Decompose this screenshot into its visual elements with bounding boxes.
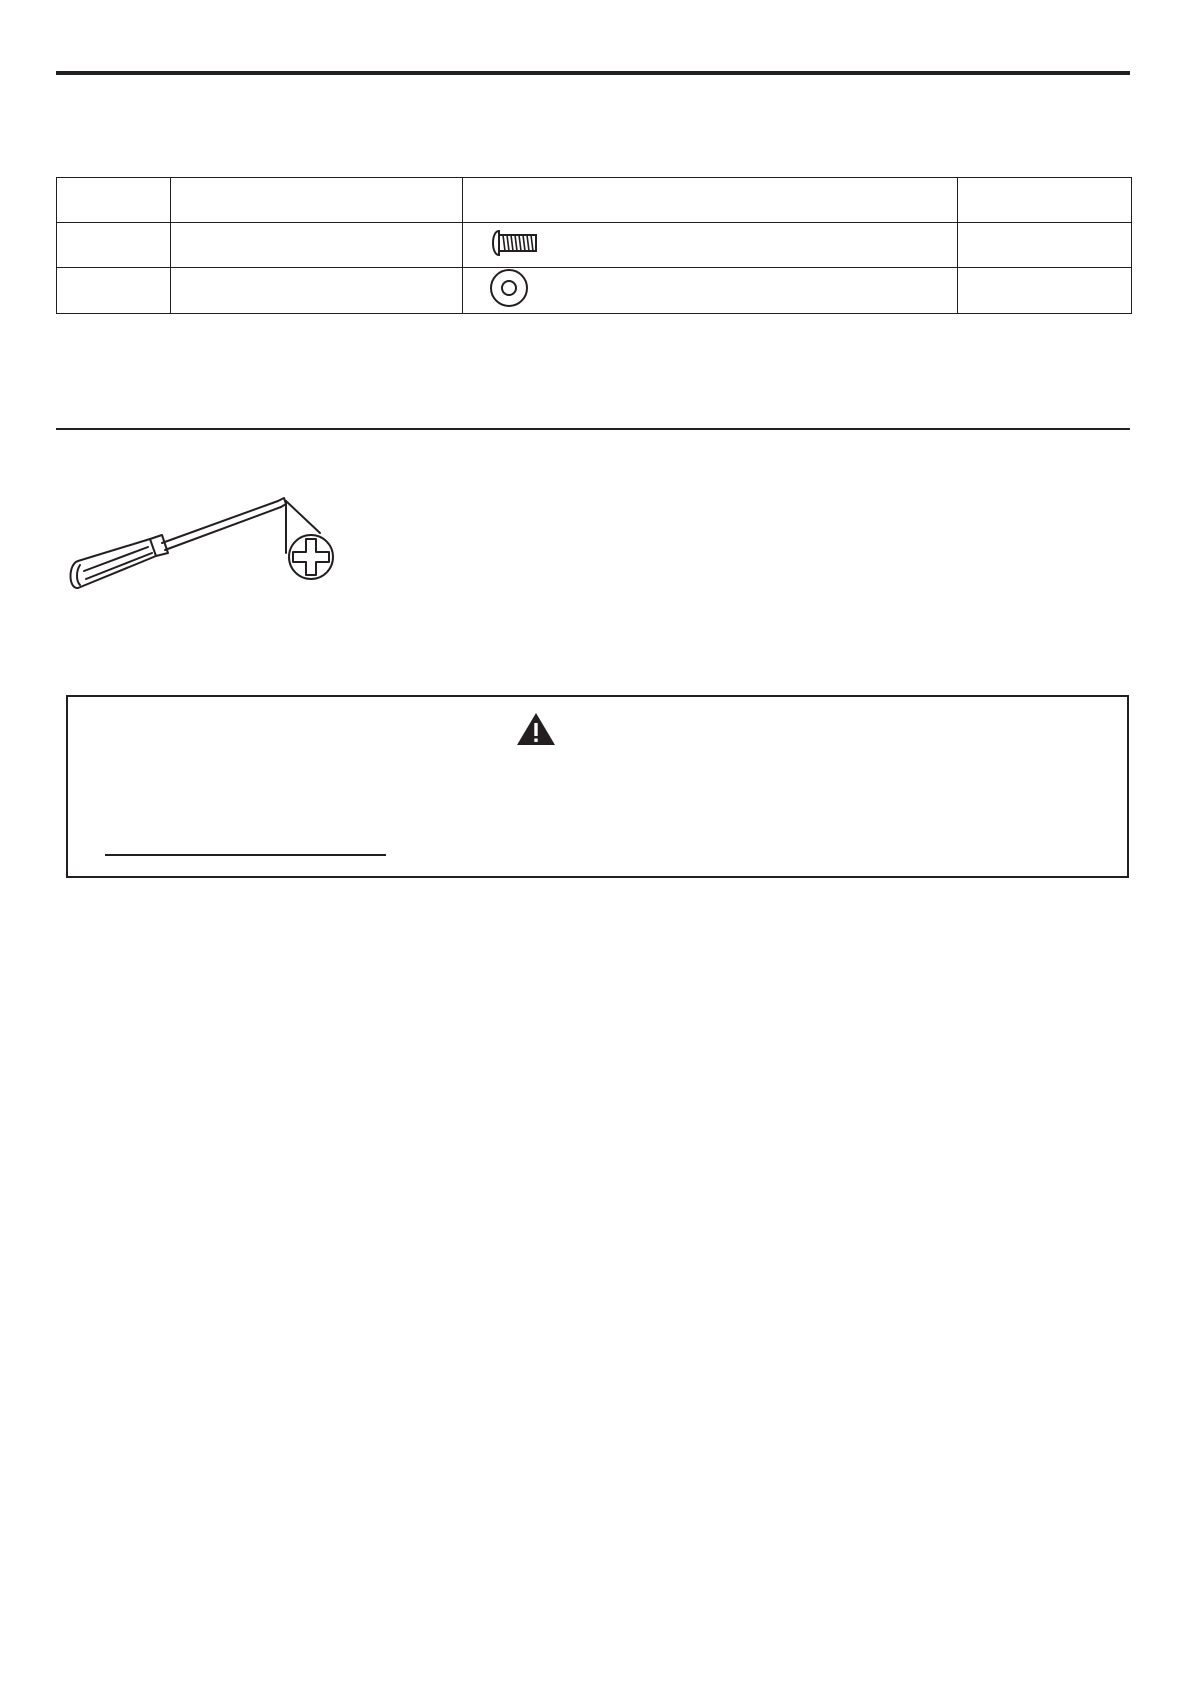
- table-row: [57, 223, 1132, 268]
- cell-quantity: [958, 223, 1132, 268]
- warning-underline: [105, 854, 386, 856]
- cell-part: [57, 223, 171, 268]
- top-rule: [56, 71, 1130, 75]
- parts-table: [56, 177, 1132, 314]
- warning-triangle-icon: [516, 712, 556, 751]
- header-cell-illustration: [463, 178, 958, 223]
- cell-description: [171, 223, 463, 268]
- section-rule: [56, 428, 1130, 430]
- cell-description: [171, 268, 463, 314]
- cell-part: [57, 268, 171, 314]
- cell-quantity: [958, 268, 1132, 314]
- warning-box: [66, 695, 1129, 878]
- header-cell-description: [171, 178, 463, 223]
- washer-icon: [489, 268, 529, 313]
- cell-illustration: [463, 223, 958, 268]
- machine-screw-icon: [489, 228, 541, 263]
- header-cell-quantity: [958, 178, 1132, 223]
- phillips-screwdriver-icon: [64, 493, 364, 608]
- cell-illustration: [463, 268, 958, 314]
- header-cell-part: [57, 178, 171, 223]
- table-header-row: [57, 178, 1132, 223]
- table-row: [57, 268, 1132, 314]
